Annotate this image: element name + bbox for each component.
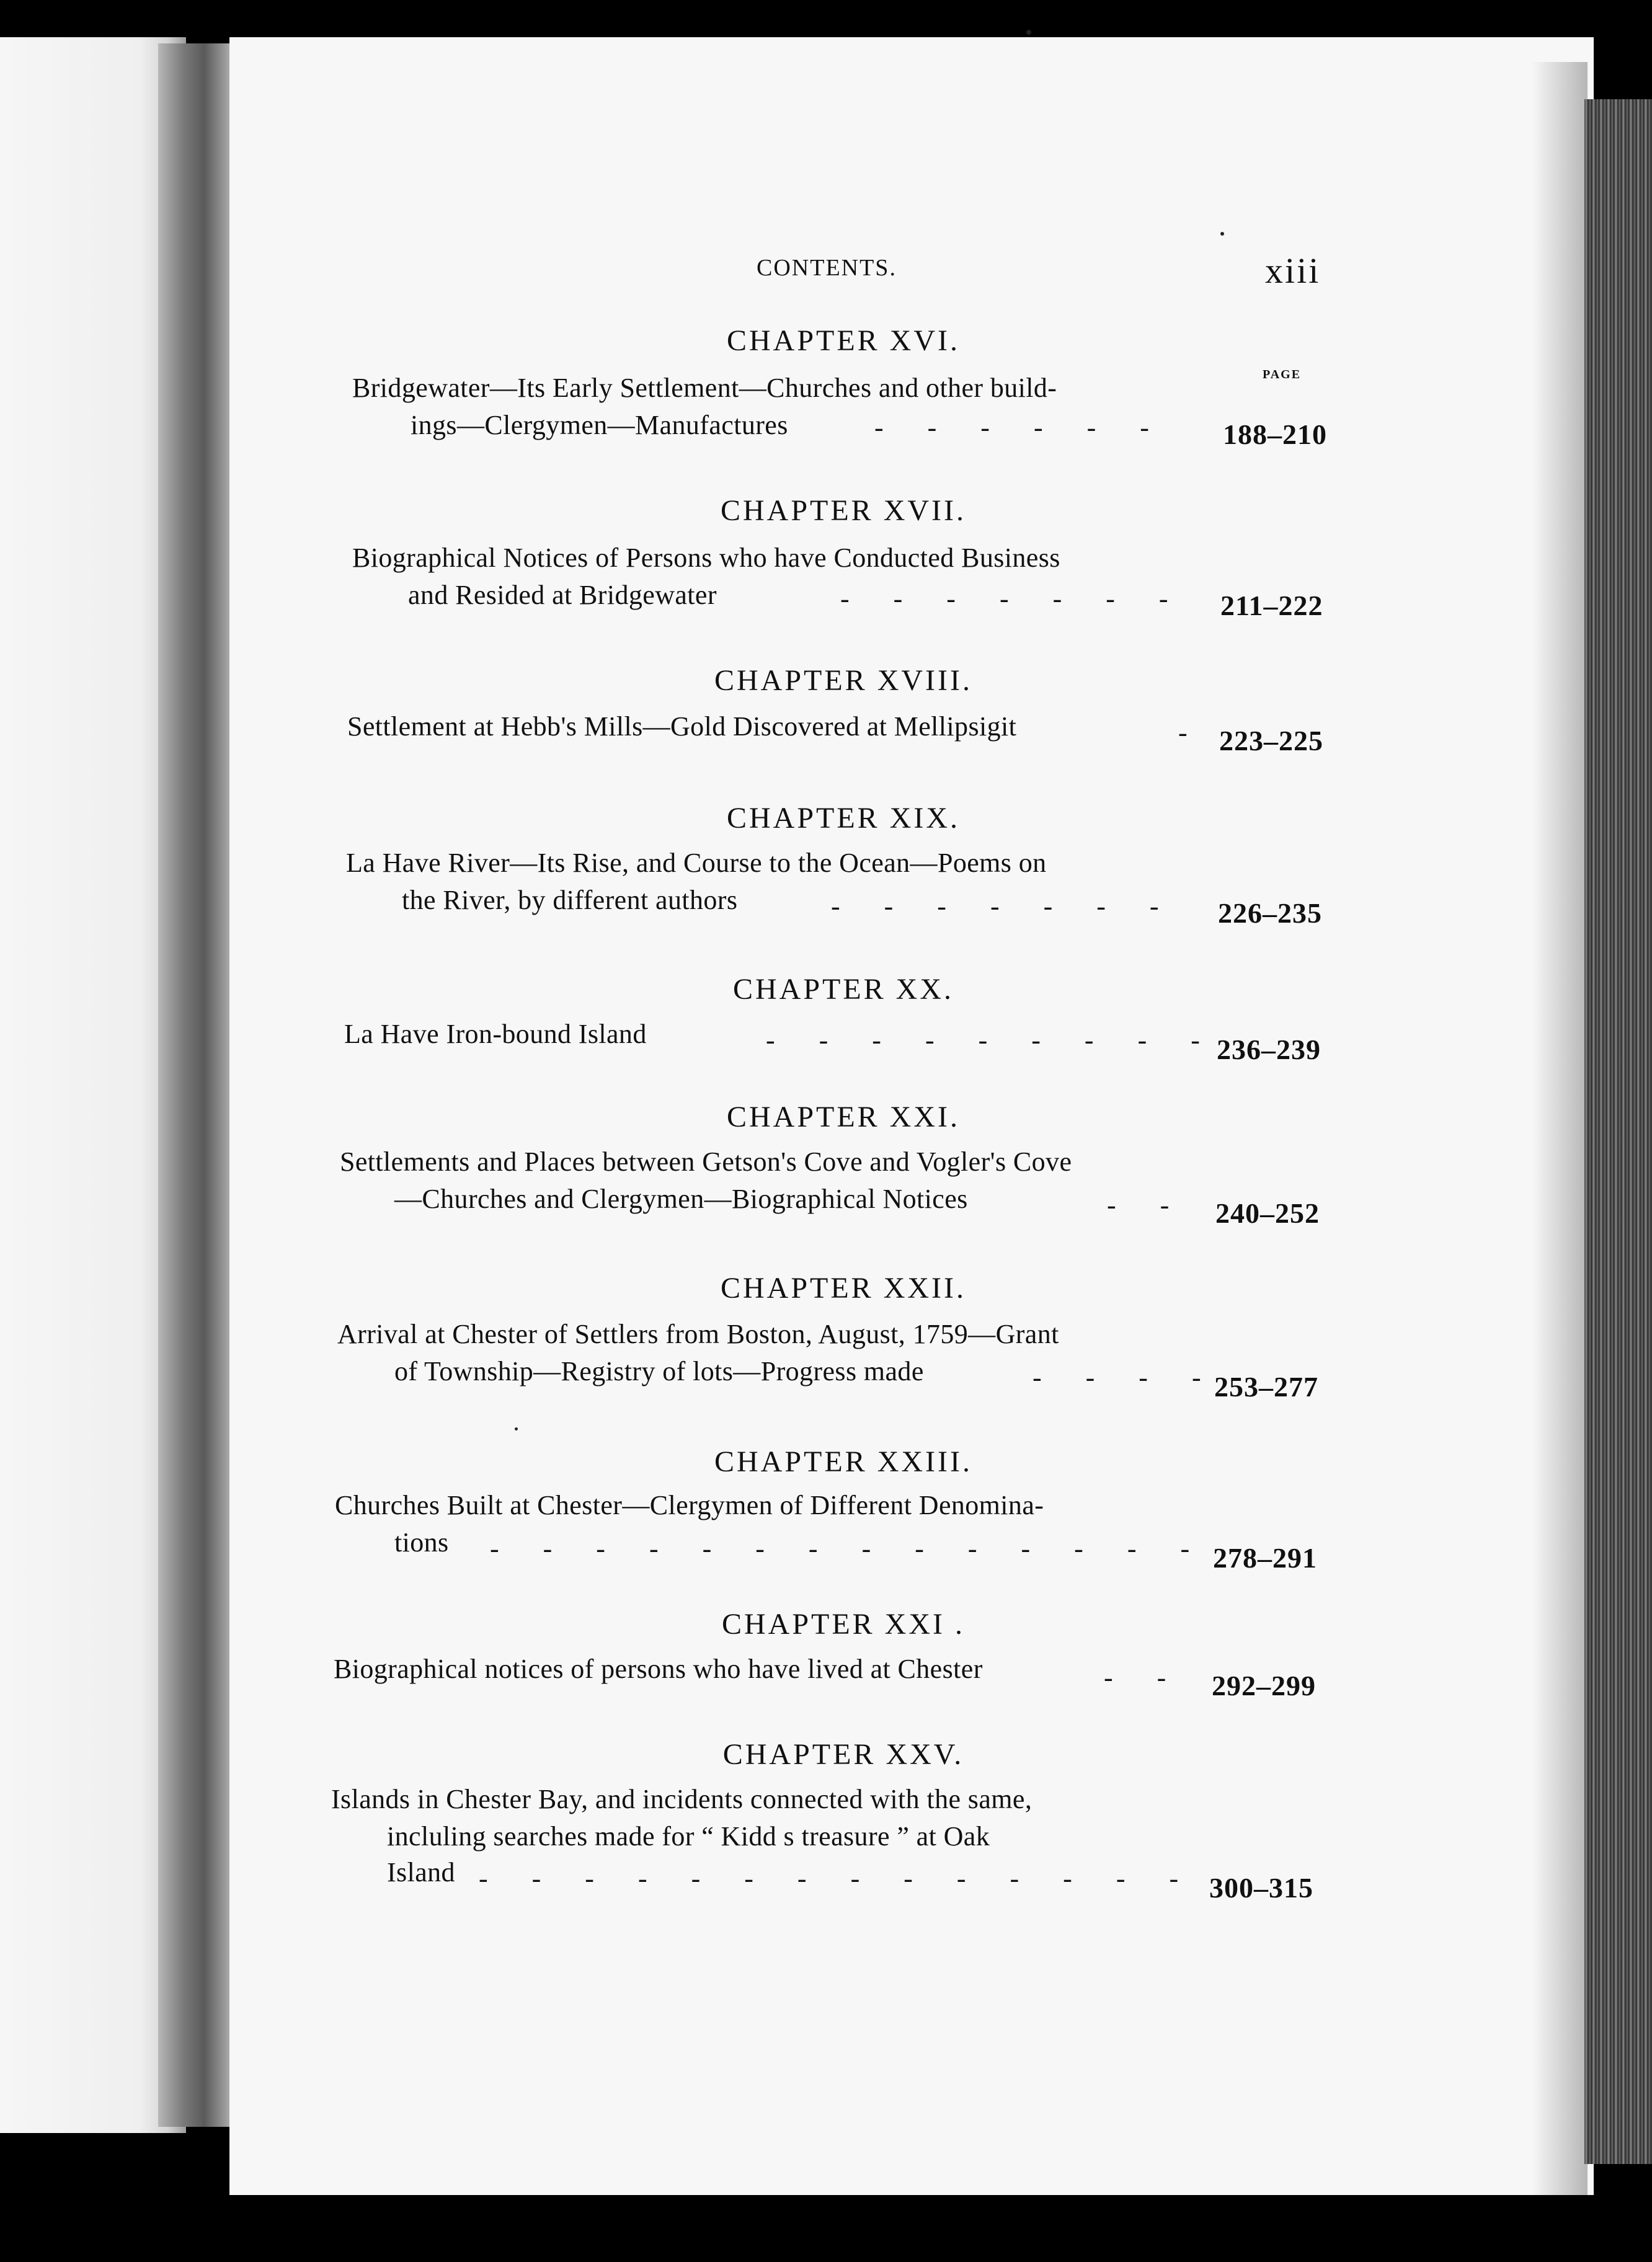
dot-leader: - - - - - - <box>874 412 1168 443</box>
page-range: 253–277 <box>1214 1371 1318 1403</box>
chapter-heading: CHAPTER XVIII. <box>714 664 972 697</box>
entry-line: Settlement at Hebb's Mills—Gold Discovered at Mellipsigit <box>347 711 1017 742</box>
entry-line: Settlements and Places between Getson's Cove and Vogler's Cove <box>340 1147 1072 1177</box>
dot-leader: - <box>1178 717 1206 748</box>
dot-leader: - - - - - - - - - - - - - - <box>479 1863 1197 1894</box>
page-range: 223–225 <box>1219 725 1323 756</box>
page-edge-shadow <box>1532 62 1588 2195</box>
entry-line: Biographical notices of persons who have lived at Chester <box>334 1654 983 1684</box>
chapter-heading: CHAPTER XXV. <box>722 1738 964 1771</box>
dot-leader: - - - - - - - - - <box>766 1025 1219 1055</box>
chapter-heading: CHAPTER XXIII. <box>714 1445 972 1478</box>
entry-line: Arrival at Chester of Settlers from Boston, August, 1759—Grant <box>337 1319 1059 1349</box>
chapter-heading: CHAPTER XVII. <box>721 494 966 527</box>
entry-line: Islands in Chester Bay, and incidents connected with the same, <box>331 1784 1032 1814</box>
entry-line: La Have Iron-bound Island <box>344 1019 647 1049</box>
dot-leader: - - - - - - - <box>831 891 1178 921</box>
entry-line: and Resided at Bridgewater <box>408 580 717 610</box>
chapter-heading: CHAPTER XXII. <box>721 1272 966 1305</box>
page-range: 236–239 <box>1217 1034 1321 1065</box>
page-range: 278–291 <box>1213 1542 1317 1574</box>
chapter-heading: CHAPTER XX. <box>732 973 954 1006</box>
dot-leader: - - - - - - - - - - - - - - <box>490 1533 1209 1564</box>
ink-speck <box>515 1427 518 1430</box>
dot-leader: - - - - - - - <box>840 583 1187 614</box>
entry-line: Bridgewater—Its Early Settlement—Churches and other build- <box>352 373 1057 403</box>
page-range: 188–210 <box>1223 419 1327 450</box>
chapter-heading: CHAPTER XVI. <box>726 324 960 357</box>
entry-line: ings—Clergymen—Manufactures <box>411 410 788 440</box>
page-range: 226–235 <box>1218 897 1322 929</box>
running-head: CONTENTS. <box>757 255 897 281</box>
page-range: 292–299 <box>1212 1670 1316 1701</box>
entry-line: incluling searches made for “ Kidd s treasure ” at Oak <box>387 1821 990 1852</box>
page-column-label: PAGE <box>1263 368 1302 381</box>
entry-line: Biographical Notices of Persons who have Conducted Business <box>352 543 1060 573</box>
entry-line: the River, by different authors <box>402 885 738 915</box>
entry-line: La Have River—Its Rise, and Course to the Ocean—Poems on <box>346 848 1047 878</box>
entry-line: tions <box>394 1527 449 1558</box>
entry-line: —Churches and Clergymen—Biographical Notices <box>394 1184 968 1214</box>
dot-leader: - - - - <box>1032 1362 1220 1393</box>
entry-line: of Township—Registry of lots—Progress made <box>394 1356 924 1386</box>
page-range: 300–315 <box>1209 1872 1313 1904</box>
text-block-edge <box>1584 99 1652 2164</box>
page-number: xiii <box>1265 251 1321 291</box>
page-range: 211–222 <box>1220 590 1323 621</box>
chapter-heading: CHAPTER XXI. <box>726 1101 960 1133</box>
ink-speck <box>1026 30 1031 35</box>
dot-leader: - - <box>1107 1190 1188 1220</box>
chapter-heading: CHAPTER XIX. <box>726 802 960 835</box>
chapter-heading: CHAPTER XXI . <box>721 1608 965 1641</box>
dot-leader: - - <box>1104 1662 1185 1693</box>
entry-line: Island <box>387 1857 455 1887</box>
entry-line: Churches Built at Chester—Clergymen of Different Denomina- <box>335 1490 1044 1520</box>
page-range: 240–252 <box>1215 1197 1320 1229</box>
ink-speck <box>1220 232 1224 236</box>
